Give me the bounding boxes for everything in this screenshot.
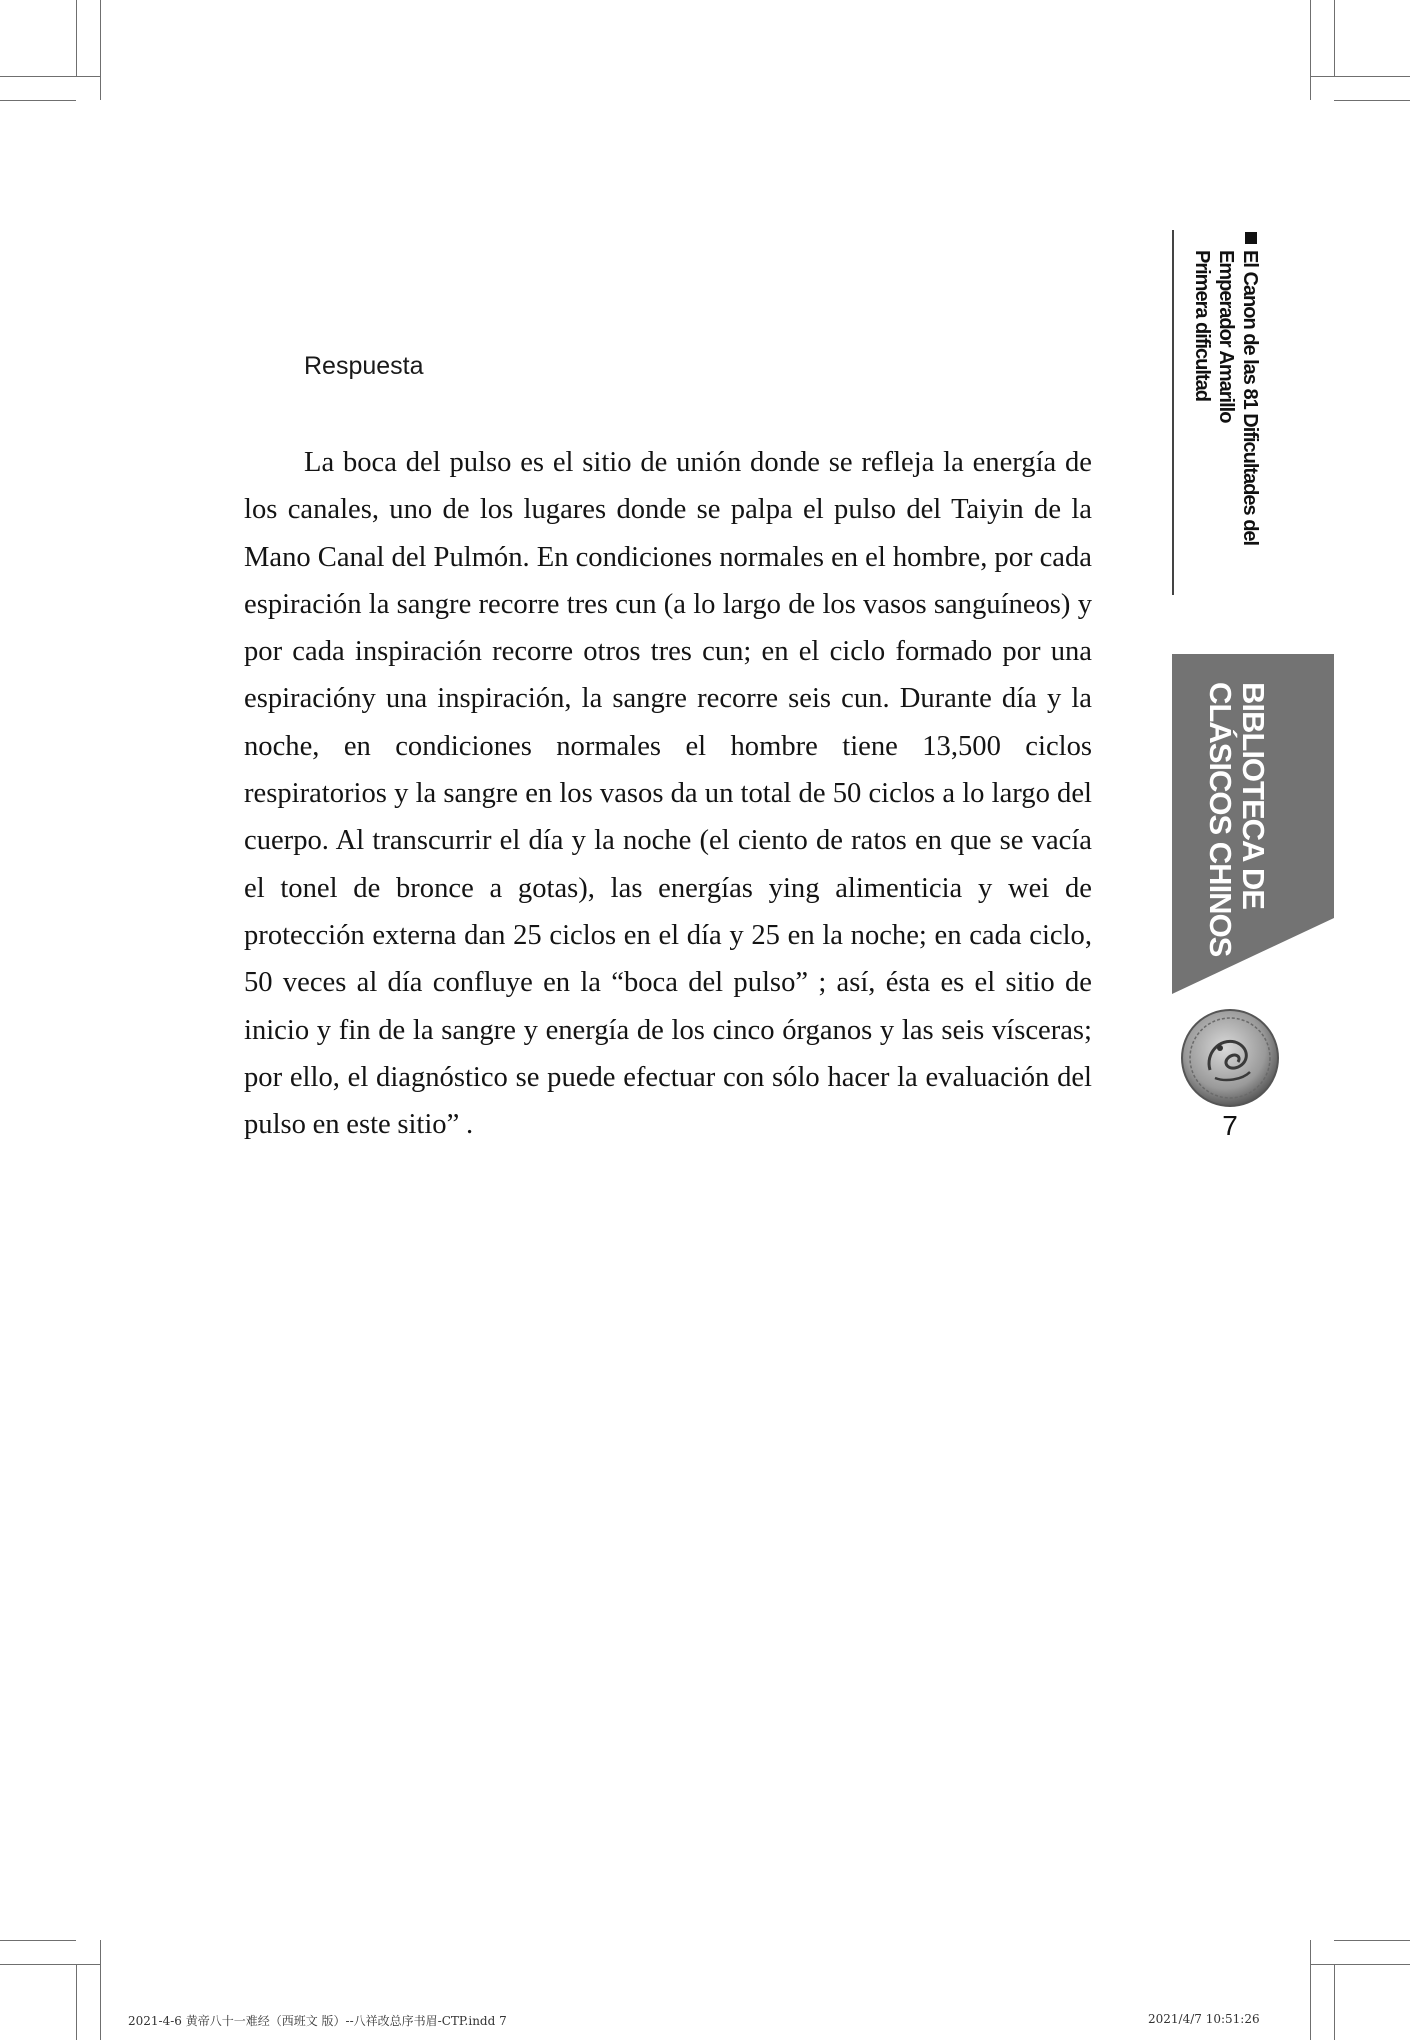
header-rule [1172,230,1174,595]
crop-mark-bottom-right-h [1310,1964,1410,1965]
crop-mark-bottom-left-h [0,1964,100,1965]
crop-mark-top-left-v [100,0,101,100]
crop-mark-bottom-left-v [100,1940,101,2040]
series-title-line2: CLÁSICOS CHINOS [1203,682,1238,957]
crop-mark-top-right-h2 [1334,100,1410,101]
crop-mark-top-left-h2 [0,100,76,101]
crop-mark-top-left-h [0,76,100,77]
running-header-line3: Primera dificultad [1191,250,1213,401]
body-paragraph: La boca del pulso es el sitio de unión donde se refleja la energía de los canales, uno de los lugares donde se palpa el pulso del Taiyin de la Mano Canal del Pulmón. En condiciones normales en el hombre, por cada espiración la sangre recorre tres cun (a lo largo de los vasos sanguíneos) y por cada inspiración recorre otros tres cun; en el ciclo formado por una espiracióny una inspiración, la sangre recorre seis cun. Durante día y la noche, en condiciones normales el hombre tiene 13,500 ciclos respiratorios y la sangre en los vasos da un total de 50 ciclos a lo largo del cuerpo. Al transcurrir el día y la noche (el ciento de ratos en que se vacía el tonel de bronce a gotas), las energías ying alimenticia y wei de protección externa dan 25 ciclos en el día y 25 en la noche; en cada ciclo, 50 veces al día confluye en la “boca del pulso” ; así, ésta es el sitio de inicio y fin de la sangre y energía de los cinco órganos y las seis vísceras; por ello, el diagnóstico se puede efectuar con sólo hacer la evaluación del pulso en este sitio” . [244,447,1092,1141]
crop-mark-top-right-v [1310,0,1311,100]
running-header-line2: Emperador Amarillo [1215,250,1237,423]
crop-mark-top-left-v2 [76,0,77,76]
footer-file-info: 2021-4-6 黄帝八十一难经（西班文 版）--八祥改总序书眉-CTP.indd 7 [128,2014,507,2028]
page-number: 7 [1222,1110,1238,1141]
crop-mark-top-right-h [1310,76,1410,77]
crop-mark-bottom-right-v [1310,1940,1311,2040]
series-title-line1: BIBLIOTECA DE [1236,682,1271,909]
footer-timestamp: 2021/4/7 10:51:26 [1148,2012,1260,2026]
square-bullet-icon [1245,232,1257,244]
crop-mark-bottom-right-v2 [1334,1964,1335,2040]
series-title [1194,682,1271,957]
dragon-seal-icon [1180,1008,1280,1108]
section-heading: Respuesta [304,352,424,380]
crop-mark-bottom-left-h2 [0,1940,76,1941]
crop-mark-top-right-v2 [1334,0,1335,76]
crop-mark-bottom-right-h2 [1334,1940,1410,1941]
running-header-line1: El Canon de las 81 Dificultades del [1239,250,1261,546]
crop-mark-bottom-left-v2 [76,1964,77,2040]
running-header [1186,232,1262,596]
